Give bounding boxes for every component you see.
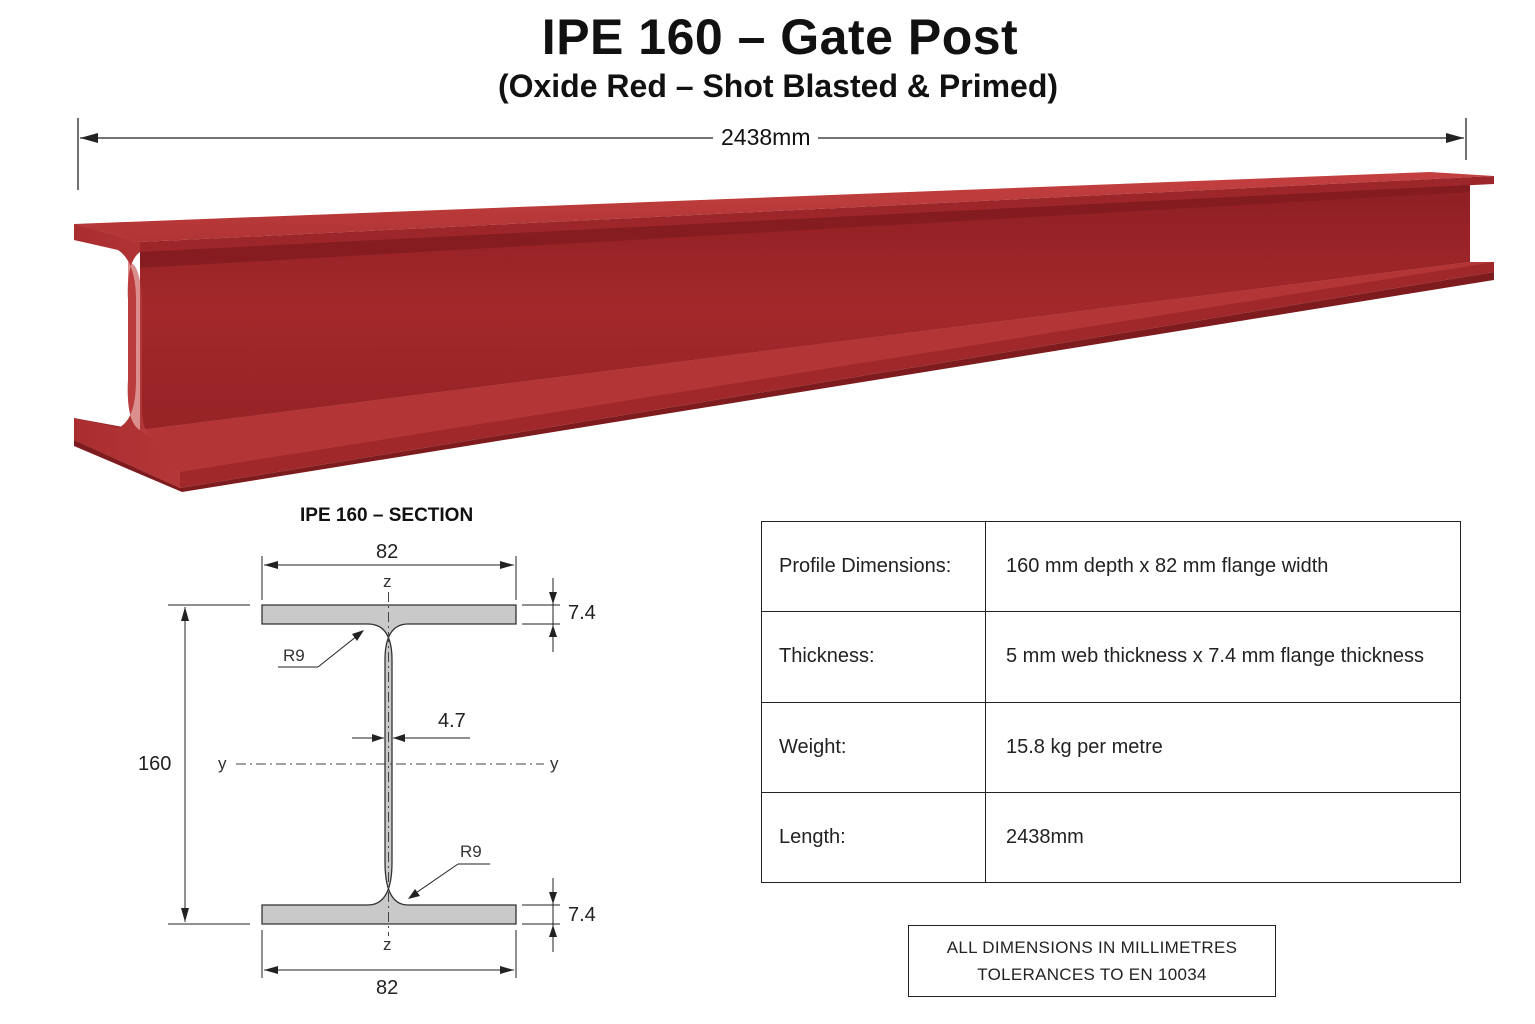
root-radius-top-label: R9 [283, 646, 305, 665]
y-axis-right-label: y [550, 754, 559, 773]
spec-table [761, 521, 1461, 883]
cross-section-drawing [0, 0, 760, 1024]
depth-label: 160 [138, 753, 172, 775]
note-line-tolerances: TOLERANCES TO EN 10034 [977, 965, 1207, 984]
flange-width-top-label: 82 [376, 541, 399, 563]
z-axis-bottom-label: z [383, 935, 392, 954]
flange-thickness-top-label: 7.4 [568, 602, 596, 624]
length-dimension-label: 2438mm [713, 124, 818, 151]
spec-value: 2438mm [986, 792, 1461, 882]
page-title: IPE 160 – Gate Post [541, 9, 1019, 65]
table-row [762, 702, 1461, 792]
spec-label: Thickness: [762, 612, 986, 702]
flange-width-bottom-label: 82 [376, 977, 399, 999]
page-subtitle: (Oxide Red – Shot Blasted & Primed) [497, 68, 1059, 104]
table-row [762, 612, 1461, 702]
spec-label: Length: [762, 792, 986, 882]
root-radius-bottom-label: R9 [460, 842, 482, 861]
z-axis-top-label: z [383, 572, 392, 591]
section-title: IPE 160 – SECTION [300, 505, 474, 526]
y-axis-left-label: y [218, 754, 227, 773]
spec-value: 160 mm depth x 82 mm flange width [986, 522, 1461, 612]
spec-label: Profile Dimensions: [762, 522, 986, 612]
spec-value: 15.8 kg per metre [986, 702, 1461, 792]
spec-value: 5 mm web thickness x 7.4 mm flange thickness [986, 612, 1461, 702]
spec-label: Weight: [762, 702, 986, 792]
dimensions-note-box [908, 925, 1276, 997]
note-line-units: ALL DIMENSIONS IN MILLIMETRES [946, 938, 1238, 957]
flange-thickness-bottom-label: 7.4 [568, 904, 596, 926]
web-thickness-label: 4.7 [438, 710, 466, 732]
table-row [762, 522, 1461, 612]
table-row [762, 792, 1461, 882]
